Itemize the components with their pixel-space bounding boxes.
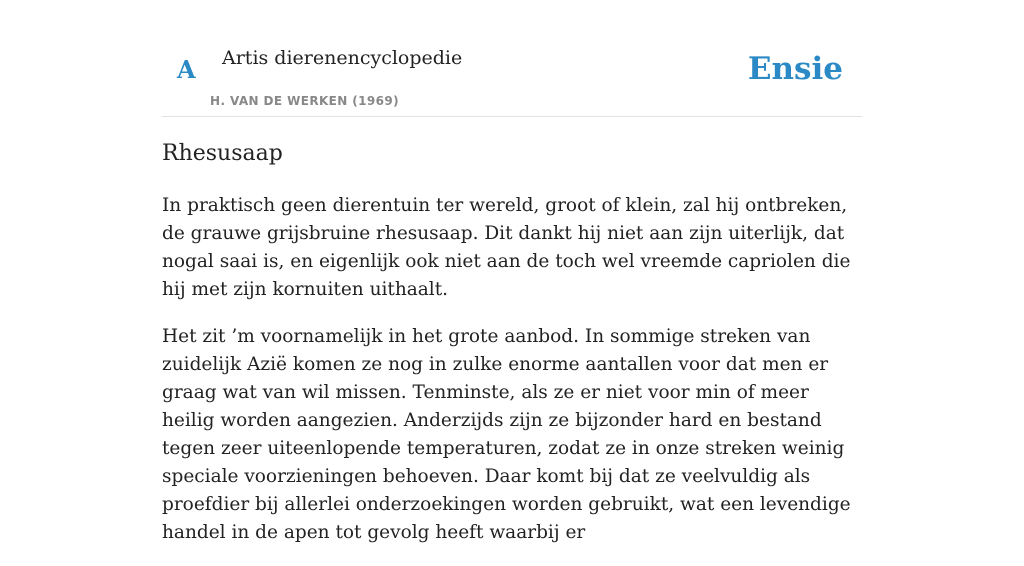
article-title: Rhesusaap xyxy=(162,141,283,166)
article-paragraph: Het zit ’m voornamelijk in het grote aanbod. In sommige streken van zuidelijk Azië komen ze nog in zulke enorme aantallen voor dat men er graag wat van wil missen. Tenminste, als ze er niet voor min of meer heilig worden aangezien. Anderzijds zijn ze bijzonder hard en bestand tegen zeer uiteenlopende temperaturen, zodat ze in onze streken weinig speciale voorzieningen behoeven. Daar komt bij dat ze veelvuldig als proefdier bij allerlei onderzoekingen worden gebruikt, wat een levendige handel in de apen tot gevolg heeft waarbij er xyxy=(162,326,851,543)
article-paragraph: In praktisch geen dierentuin ter wereld, groot of klein, zal hij ontbreken, de grauwe grijsbruine rhesusaap. Dit dankt hij niet aan zijn uiterlijk, dat nogal saai is, en eigenlijk ook niet aan de toch wel vreemde capriolen die hij met zijn kornuiten uithaalt. xyxy=(162,195,851,300)
article-body xyxy=(162,192,862,566)
site-logo[interactable]: Ensie xyxy=(747,51,843,87)
book-logo-icon[interactable]: A xyxy=(177,55,196,84)
book-title[interactable]: Artis dierenencyclopedie xyxy=(222,47,463,69)
header xyxy=(162,0,862,117)
book-author: H. VAN DE WERKEN (1969) xyxy=(210,94,400,108)
